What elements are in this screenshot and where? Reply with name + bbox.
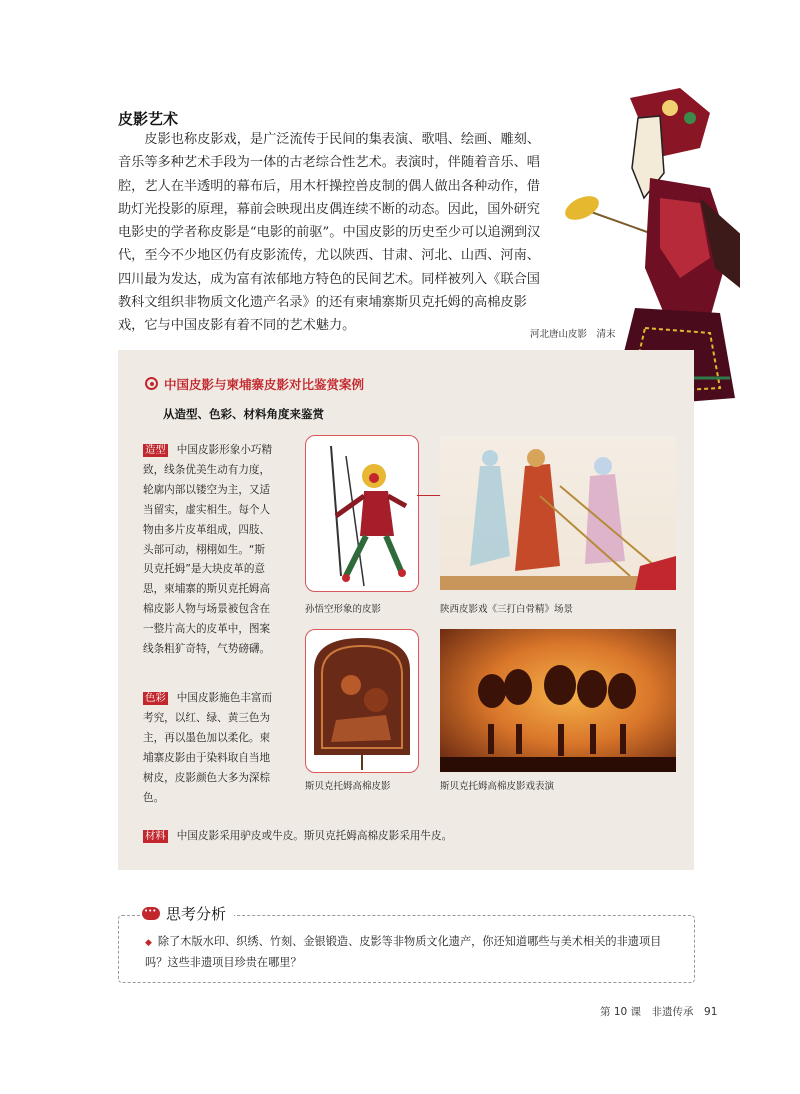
- color-text: 中国皮影施色丰富而考究，以红、绿、黄三色为主，再以墨色加以柔化。柬埔寨皮影由于染料取自当地树皮，皮影颜色大多为深棕色。: [143, 692, 273, 804]
- monkey-king-image: [305, 435, 419, 592]
- think-title: 思考分析: [166, 905, 227, 923]
- khmer-performance-image: [440, 629, 676, 772]
- section-title: 皮影艺术: [118, 110, 179, 128]
- shape-text: 中国皮影形象小巧精致，线条优美生动有力度，轮廓内部以镂空为主，又适当留实，虚实相生。每个人物由多片皮革组成，四肢、头部可动，栩栩如生。“斯贝克托姆”是大块皮革的意思，柬埔寨的斯贝克托姆高棉皮影人物与场景被包含在一整片高大的皮革中，图案线条粗犷奇特，气势磅礴。: [143, 444, 273, 656]
- shaanxi-scene-image: [440, 436, 676, 590]
- caption-shaanxi-scene: 陕西皮影戏《三打白骨精》场景: [440, 604, 574, 615]
- khmer-puppet-image: [305, 629, 419, 773]
- speech-bubble-icon: [142, 907, 160, 920]
- think-question-text: 除了木版水印、织绣、竹刻、金银锻造、皮影等非物质文化遗产，你还知道哪些与美术相关的非遗项目吗？这些非遗项目珍贵在哪里？: [145, 935, 662, 969]
- target-icon: [145, 377, 158, 390]
- caption-khmer-puppet: 斯贝克托姆高棉皮影: [305, 781, 391, 792]
- material-tag: 材料: [145, 830, 166, 842]
- caption-khmer-performance: 斯贝克托姆高棉皮影戏表演: [440, 781, 555, 792]
- intro-paragraph: 皮影也称皮影戏，是广泛流传于民间的集表演、歌唱、绘画、雕刻、音乐等多种艺术手段为一体的古老综合性艺术。表演时，伴随着音乐、唱腔，艺人在半透明的幕布后，用木杆操控兽皮制的偶人做出各种动作，借助灯光投影的原理，幕前会映现出皮偶连续不断的动态。因此，国外研究电影史的学者称皮影是“电影的前驱”。中国皮影的历史至少可以追溯到汉代，至今不少地区仍有皮影流传，尤以陕西、甘肃、河北、山西、河南、四川最为发达，成为富有浓郁地方特色的民间艺术。同样被列入《联合国教科文组织非物质文化遗产名录》的还有柬埔寨斯贝克托姆的高棉皮影戏，它与中国皮影有着不同的艺术魅力。: [118, 132, 541, 334]
- think-question: [145, 932, 665, 973]
- color-paragraph: [143, 689, 273, 808]
- case-subtitle: 从造型、色彩、材料角度来鉴赏: [163, 407, 324, 421]
- diamond-bullet-icon: ◆: [145, 938, 152, 948]
- material-paragraph: [143, 828, 452, 844]
- shape-paragraph: [143, 441, 273, 660]
- color-tag: 色彩: [145, 692, 166, 704]
- shape-tag: 造型: [145, 444, 166, 456]
- case-title-text: 中国皮影与柬埔寨皮影对比鉴赏案例: [164, 377, 365, 392]
- case-title: [145, 375, 364, 393]
- page-footer: 第 10 课 非遗传承 91: [600, 1006, 718, 1018]
- caption-monkey-king: 孙悟空形象的皮影: [305, 604, 382, 615]
- think-heading: [140, 903, 234, 924]
- material-text: 中国皮影采用驴皮或牛皮。斯贝克托姆高棉皮影采用牛皮。: [176, 830, 453, 842]
- hero-caption: 河北唐山皮影 清末: [530, 329, 616, 340]
